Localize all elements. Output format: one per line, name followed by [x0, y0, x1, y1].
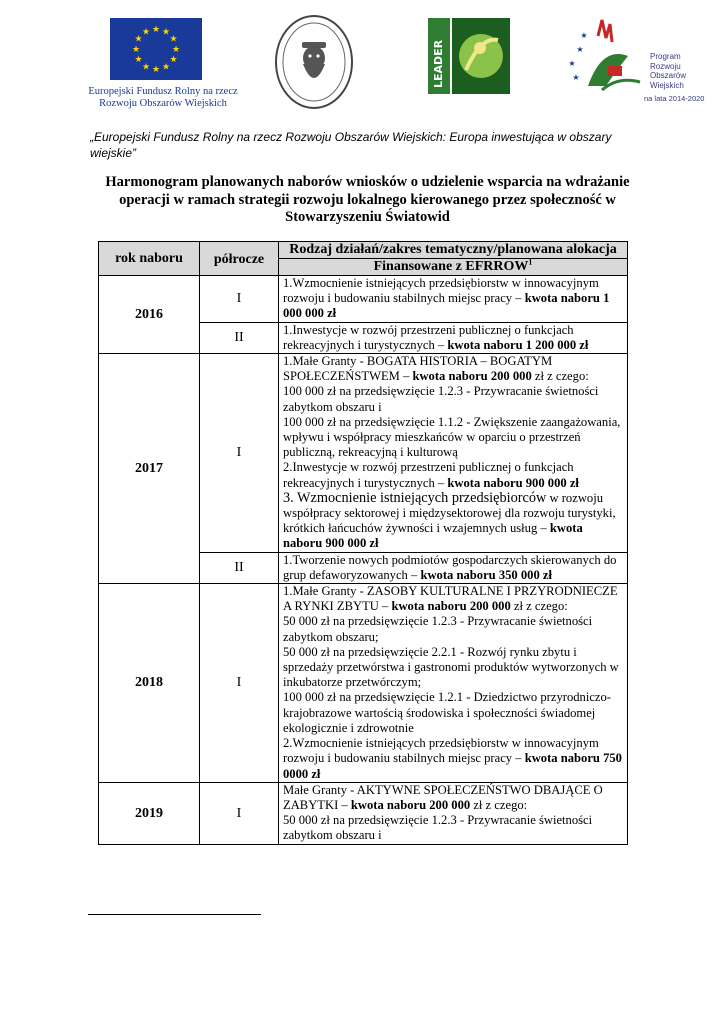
footnote-separator	[88, 914, 261, 915]
header-row	[99, 242, 628, 259]
prow-logo	[558, 16, 705, 110]
year-cell: 2018	[99, 584, 200, 783]
description-line	[283, 584, 623, 614]
amount-text: kwota naboru 900 000 zł	[283, 521, 583, 551]
svg-text:★: ★	[161, 62, 171, 73]
svg-text:★: ★	[576, 45, 584, 54]
footnote-marker: 1	[528, 257, 533, 267]
svg-text:★: ★	[134, 34, 143, 45]
description-line	[283, 491, 623, 552]
half-cell: I	[200, 354, 279, 553]
svg-text:★: ★	[171, 45, 181, 55]
prow-line: Program	[650, 52, 681, 61]
description-line: 100 000 zł na przedsięwzięcie 1.2.3 - Przywracanie świetności zabytkom obszaru i	[283, 384, 599, 414]
svg-text:★: ★	[141, 27, 151, 38]
half-cell: I	[200, 584, 279, 783]
table-row	[99, 354, 628, 553]
description-text: 3. Wzmocnienie istniejących przedsiębiorców	[283, 489, 547, 506]
description-cell	[279, 322, 628, 353]
description-line	[283, 354, 623, 384]
header-type: Rodzaj działań/zakres tematyczny/planowana alokacja	[279, 242, 628, 259]
description-line: 100 000 zł na przedsięwzięcie 1.2.1 - Dziedzictwo przyrodniczo-krajobrazowe wartością środowiska i społeczności świadomej ekologicznie i zdrowotnie	[283, 690, 612, 735]
description-line: 100 000 zł na przedsięwzięcie 1.1.2 - Zwiększenie zaangażowania, wpływu i współpracy mieszkańców w oparciu o przestrzeń publiczną, rekreacyjną i kulturową	[283, 414, 621, 460]
description-line: 50 000 zł na przedsięwzięcie 2.2.1 - Rozwój rynku zbytu i sprzedaży przetwórstwa i gastronomi produktów wytworzonych w inkubatorze przetwórczym;	[283, 644, 619, 690]
description-line	[283, 460, 623, 490]
table-row	[99, 584, 628, 783]
leader-logo	[428, 18, 510, 94]
eu-logo	[88, 18, 238, 110]
half-cell: II	[200, 552, 279, 583]
svg-text:★: ★	[169, 34, 178, 45]
description-text: zł z czego:	[470, 797, 528, 812]
stowarzyszenie-swiatowid-logo	[272, 12, 356, 112]
svg-text:★: ★	[580, 31, 588, 40]
description-text: 1.Wzmocnienie istniejących przedsiębiorstw w innowacyjnym rozwoju i budowaniu stabilnych miejsc pracy –	[283, 276, 599, 306]
description-text: zł z czego:	[531, 369, 589, 384]
header-fund	[279, 259, 628, 276]
half-cell: I	[200, 782, 279, 844]
svg-text:★: ★	[151, 25, 161, 35]
schedule-table	[98, 241, 628, 845]
description-text: 2.Inwestycje w rozwój przestrzeni publicznej o funkcjach rekreacyjnych i turystycznych –	[283, 460, 574, 490]
amount-text: kwota naboru 750 0000 zł	[283, 751, 622, 781]
prow-line: Rozwoju	[650, 61, 681, 71]
eu-caption	[88, 86, 238, 110]
description-line: 50 000 zł na przedsięwzięcie 1.2.3 - Przywracanie świetności zabytkom obszaru;	[283, 614, 593, 644]
eu-flag-icon	[110, 18, 202, 80]
document-title: Harmonogram planowanych naborów wniosków o udzielenie wsparcia na wdrażanie operacji w ramach strategii rozwoju lokalnego kierowanego przez społeczność w Stowarzyszeniu Światowid	[105, 174, 630, 225]
svg-text:★: ★	[141, 62, 151, 73]
description-cell	[279, 354, 628, 553]
prow-years: na lata 2014-2020	[644, 94, 705, 103]
description-text: 2.Wzmocnienie istniejących przedsiębiorstw w innowacyjnym rozwoju i budowaniu stabilnych miejsc pracy –	[283, 736, 599, 766]
svg-text:★: ★	[568, 59, 576, 68]
description-cell	[279, 782, 628, 844]
description-text: Małe Granty - AKTYWNE SPOŁECZEŃSTWO DBAJĄCE O ZABYTKI –	[283, 782, 603, 812]
description-line	[283, 783, 623, 813]
table-row	[99, 782, 628, 844]
eu-caption-line1: Europejski Fundusz Rolny na rzecz	[88, 86, 238, 97]
svg-text:★: ★	[572, 73, 580, 82]
motto: „Europejski Fundusz Rolny na rzecz Rozwoju Obszarów Wiejskich: Europa inwestująca w obszary wiejskie”	[90, 130, 612, 160]
svg-text:★: ★	[134, 55, 143, 65]
svg-text:★: ★	[161, 27, 171, 38]
amount-text: kwota naboru 350 000 zł	[420, 567, 552, 582]
header-half: półrocze	[200, 242, 279, 276]
description-text: 1.Inwestycje w rozwój przestrzeni publicznej o funkcjach rekreacyjnych i turystycznych –	[283, 322, 574, 352]
prow-caption	[650, 52, 686, 90]
svg-text:LEADER: LEADER	[432, 39, 445, 88]
description-text: 1.Małe Granty - ZASOBY KULTURALNE I PRZYRODNIECZE A RYNKI ZBYTU –	[283, 584, 618, 614]
description-text: 1.Małe Granty - BOGATA HISTORIA – BOGATYM SPOŁECZEŃSTWEM –	[283, 354, 553, 384]
description-text: 1.Tworzenie nowych podmiotów gospodarczych skierowanych do grup defaworyzowanych –	[283, 552, 617, 582]
logo-bar	[0, 12, 724, 117]
table-row	[99, 276, 628, 323]
eu-caption-line2: Rozwoju Obszarów Wiejskich	[99, 98, 227, 109]
description-line: 50 000 zł na przedsięwzięcie 1.2.3 - Przywracanie świetności zabytkom obszaru i	[283, 813, 593, 843]
description-cell	[279, 584, 628, 783]
half-cell: II	[200, 322, 279, 353]
amount-text: kwota naboru 1 200 000 zł	[447, 337, 589, 352]
description-text: zł z czego:	[510, 599, 568, 614]
description-line	[283, 736, 623, 782]
amount-text: kwota naboru 200 000	[412, 369, 532, 384]
year-cell: 2019	[99, 782, 200, 844]
amount-text: kwota naboru 900 000 zł	[447, 475, 579, 490]
header-year: rok naboru	[99, 242, 200, 276]
svg-text:★: ★	[131, 45, 141, 55]
description-text: w rozwoju współpracy sektorowej i międzysektorowej dla rozwoju turystyki, krótkich łańcuchów żywności i wzajemnych usług –	[283, 490, 616, 536]
year-cell: 2017	[99, 354, 200, 584]
svg-text:★: ★	[169, 55, 178, 65]
description-cell	[279, 552, 628, 583]
prow-line: Obszarów	[650, 71, 687, 80]
amount-text: kwota naboru 200 000	[391, 599, 511, 614]
amount-text: kwota naboru 1 000 000 zł	[283, 291, 610, 321]
half-cell: I	[200, 276, 279, 323]
header-fund-label: Finansowane z EFRROW	[373, 259, 529, 274]
description-cell	[279, 276, 628, 323]
svg-text:★: ★	[151, 65, 161, 75]
amount-text: kwota naboru 200 000	[350, 797, 471, 812]
year-cell: 2016	[99, 276, 200, 354]
prow-line: Wiejskich	[650, 80, 684, 90]
